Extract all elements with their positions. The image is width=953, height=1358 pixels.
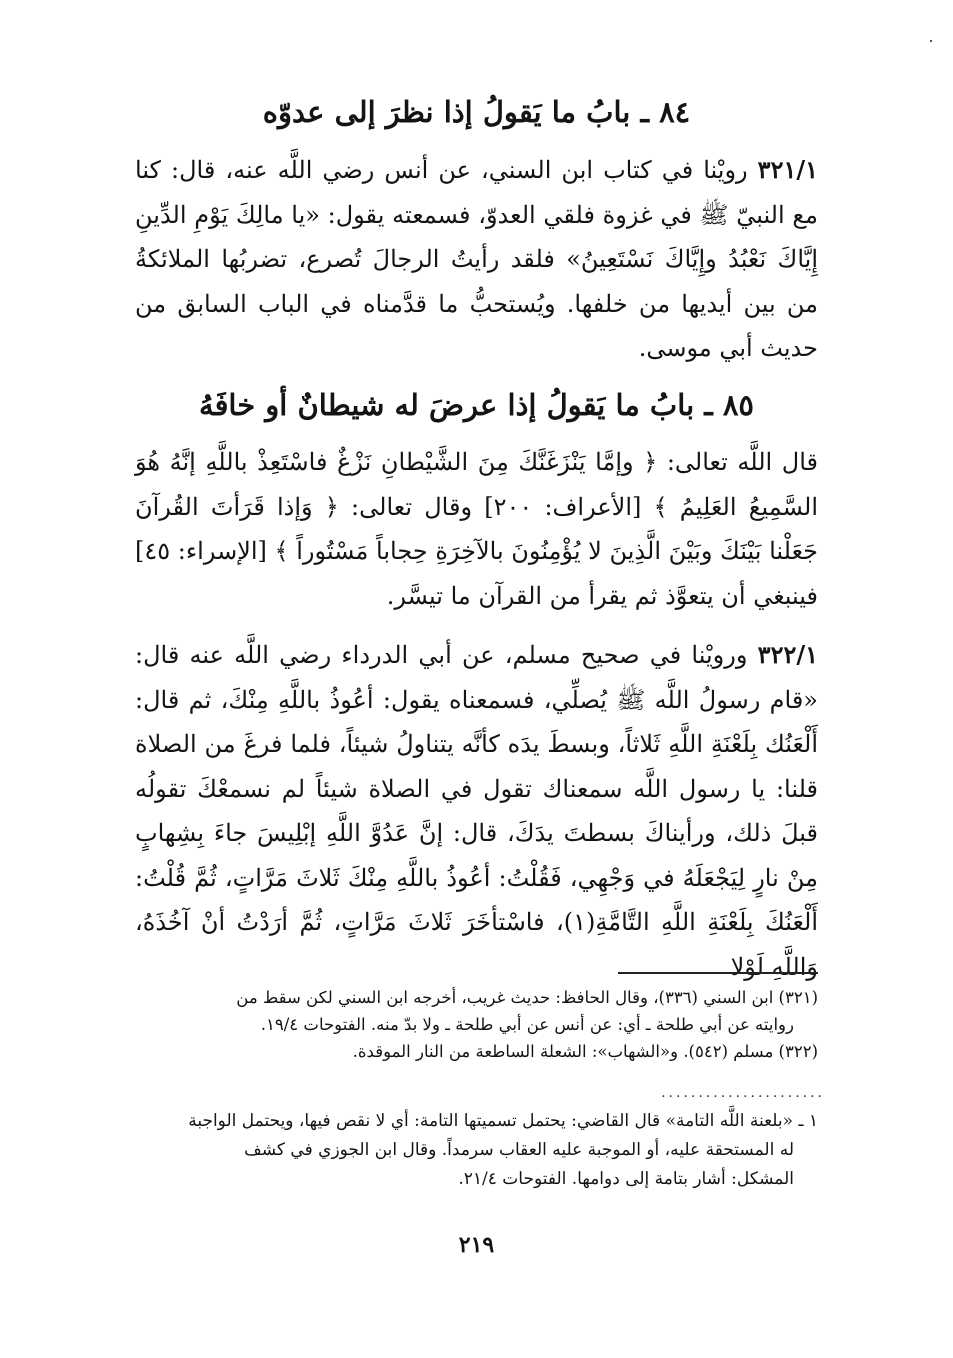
explanatory-note-1 [135,1107,818,1194]
footnote-322: (٣٢٢) مسلم (٥٤٢). و«الشهاب»: الشعلة الساطعة من النار الموقدة. [352,1042,818,1061]
section-84-heading: ٨٤ ـ بابُ ما يَقولُ إذا نظرَ إلى عدوّه [262,95,691,129]
hadith-321-number: ٣٢١/١ [757,155,818,184]
hadith-322-text: ورويْنا في صحيح مسلم، عن أبي الدرداء رضي اللَّه عنه قال: «قام رسولُ اللَّه ﷺ يُصلِّي، فسمعناه يقول: أعُوذُ باللَّهِ مِنْكَ، ثم قال: أَلْعَنُك بِلَعْنَةِ اللَّهِ ثَلاثاً، وبسطَ يدَه كأنَّه يتناولُ شيئاً، فلما فرغَ من الصلاة قلنا: يا رسول اللَّه سمعناك تقول في الصلاة شيئاً لم نسمعْكَ تقولُه قبلَ ذلك، ورأيناكَ بسطتَ يدَكَ، قال: إنَّ عَدُوَّ اللَّهِ إبْلِيسَ جاءَ بِشِهابٍ مِنْ نارٍ لِيَجْعَلَهُ في وَجْهِي، فَقُلْتُ: أعُوذُ باللَّهِ مِنْكَ ثَلاثَ مَرَّاتٍ، ثُمَّ قُلْتُ: أَلْعَنُكَ بِلَعْنَةِ اللَّهِ التَّامَّةِ(١)، فاسْتأخَرَ ثَلاثَ مَرَّاتٍ، ثُمَّ أرَدْتُ أنْ آخُذَهُ، وَاللَّهِ لَوْلا [135,641,818,981]
footnote-separator [618,972,818,974]
footnote-321-line2: روايته عن أبي طلحة ـ أي: عن أنس عن أبي طلحة ـ ولا بدّ منه. الفتوحات ١٩/٤. [260,1015,794,1034]
footnotes [135,984,818,1065]
section-85-intro: قال اللَّه تعالى: ﴿ وإمَّا يَنْزَغَنَّكَ مِنَ الشَّيْطانِ نَزْغٌ فاسْتَعِذْ باللَّهِ إنَّهُ هُوَ السَّمِيعُ العَلِيمُ ﴾ [الأعراف: ٢٠٠] وقال تعالى: ﴿ وَإذا قَرَأتَ القُرآنَ جَعَلْنا بَيْنَكَ وبَيْنَ الَّذِينَ لا يُؤْمِنُونَ بالآخِرَةِ حِجاباً مَسْتُوراً ﴾ [الإسراء: ٤٥] فينبغي أن يتعوَّذ ثم يقرأ من القرآن ما تيسَّر. [135,448,818,610]
note-1-line2: له المستحقة عليه، أو الموجبة عليه العقاب سرمداً. وقال ابن الجوزي في كشف [244,1140,794,1160]
hadith-322-paragraph [135,633,818,989]
page-number: ٢١٩ [458,1232,495,1258]
scan-speck [930,40,932,42]
section-85-heading: ٨٥ ـ بابُ ما يَقولُ إذا عرضَ له شيطانٌ أو خافَهُ [199,388,754,422]
footnote-321-line1: (٣٢١) ابن السني (٣٣٦)، وقال الحافظ: حديث غريب، أخرجه ابن السني لكن سقط من [236,988,818,1007]
hadith-321-text: رويْنا في كتاب ابن السني، عن أنس رضي اللَّه عنه، قال: كنا مع النبيّ ﷺ في غزوة فلقي العدوّ، فسمعته يقول: «يا مالِكَ يَوْمِ الدِّينِ إِيَّاكَ نَعْبُدُ وإِيَّاكَ نَسْتَعِينُ» فلقد رأيتُ الرجالَ تُصرع، تضربُها الملائكةُ من بين أيديها من خلفها. ويُستحبُّ ما قدَّمناه في الباب السابق من حديث أبي موسى. [135,156,818,362]
hadith-322-number: ٣٢٢/١ [757,640,818,669]
footnote-dots-separator: ...................... [661,1085,825,1101]
note-1-line3: المشكل: أشار بتامة إلى دوامها. الفتوحات ٢١/٤. [458,1169,794,1189]
note-1-line1: ١ ـ «بلعنة اللَّه التامة» قال القاضي: يحتمل تسميتها التامة: أي لا نقص فيها، ويحتمل الواجبة [188,1111,818,1131]
hadith-321-paragraph [135,148,818,371]
